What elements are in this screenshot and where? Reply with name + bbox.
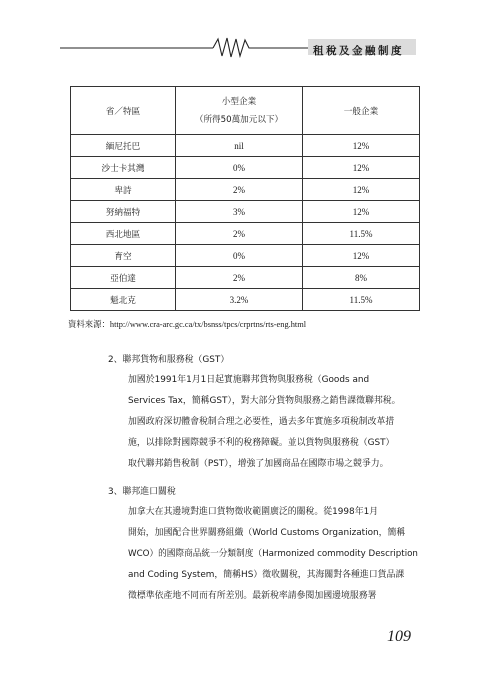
small-rate-cell: 0%: [176, 157, 303, 179]
table-row: [71, 135, 420, 157]
paragraph-line: 開始，加國配合世界關務組織（World Customs Organization，簡稱: [128, 528, 406, 538]
paragraph-line: and Coding System，簡稱HS）徵收關稅，其海關對各種進口貨品課: [128, 570, 405, 580]
province-cell: 沙士卡其灣: [71, 157, 176, 179]
tax-rate-table: [70, 86, 420, 311]
table-row: [71, 179, 420, 201]
paragraph-line: Services Tax，簡稱GST），對大部分貨物與服務之銷售課徵聯邦稅。: [128, 396, 401, 406]
general-rate-cell: 12%: [303, 201, 420, 223]
province-cell: 西北地區: [71, 223, 176, 245]
header-rule-graphic: [0, 34, 480, 64]
small-rate-cell: 0%: [176, 245, 303, 267]
page-number: 109: [387, 628, 411, 645]
section-3-paragraph: [128, 502, 418, 607]
small-rate-cell: nil: [176, 135, 303, 157]
small-rate-cell: 3%: [176, 201, 303, 223]
table-row: [71, 201, 420, 223]
section-3-heading: 3、聯邦進口關稅: [108, 487, 176, 497]
header-province: 省／特區: [71, 87, 176, 135]
small-rate-cell: 2%: [176, 179, 303, 201]
small-rate-cell: 2%: [176, 223, 303, 245]
general-rate-cell: 11.5%: [303, 289, 420, 311]
province-cell: 育空: [71, 245, 176, 267]
header-small-line1: 小型企業: [221, 96, 257, 107]
section-2-heading: 2、聯邦貨物和服務稅（GST）: [108, 355, 230, 365]
paragraph-line: 加拿大在其邊境對進口貨物徵收範圍廣泛的關稅。從1998年1月: [128, 507, 379, 517]
province-cell: 卑詩: [71, 179, 176, 201]
header-general-business: 一般企業: [303, 87, 420, 135]
section-2-paragraph: [128, 370, 418, 475]
paragraph-line: WCO）的國際商品統一分類制度（Harmonized commodity Description: [128, 549, 418, 559]
table-row: [71, 157, 420, 179]
province-cell: 緬尼托巴: [71, 135, 176, 157]
small-rate-cell: 3.2%: [176, 289, 303, 311]
general-rate-cell: 12%: [303, 179, 420, 201]
header-small-business: [176, 87, 303, 135]
province-cell: 魁北克: [71, 289, 176, 311]
table-row: [71, 289, 420, 311]
general-rate-cell: 12%: [303, 157, 420, 179]
table-row: [71, 223, 420, 245]
source-label: 資料來源：: [68, 319, 110, 329]
running-header: [0, 34, 480, 64]
general-rate-cell: 12%: [303, 135, 420, 157]
province-cell: 努納福特: [71, 201, 176, 223]
small-rate-cell: 2%: [176, 267, 303, 289]
general-rate-cell: 12%: [303, 245, 420, 267]
header-title: 租稅及金融制度: [313, 45, 404, 57]
paragraph-line: 取代聯邦銷售稅制（PST），增強了加國商品在國際市場之競爭力。: [128, 459, 389, 469]
source-note: [68, 318, 306, 330]
header-small-line2: （所得50萬加元以下）: [194, 114, 284, 125]
table-row: [71, 267, 420, 289]
general-rate-cell: 11.5%: [303, 223, 420, 245]
paragraph-line: 加國於1991年1月1日起實施聯邦貨物與服務稅（Goods and: [128, 375, 370, 385]
paragraph-line: 徵標準依產地不同而有所差別。最新稅率請參閱加國邊境服務署: [128, 591, 377, 601]
table-header-row: [71, 87, 420, 135]
table-row: [71, 245, 420, 267]
province-cell: 亞伯達: [71, 267, 176, 289]
paragraph-line: 加國政府深切體會稅制合理之必要性，過去多年實施多項稅制改革措: [128, 417, 395, 427]
paragraph-line: 施，以排除對國際競爭不利的稅務障礙。並以貨物與服務稅（GST）: [128, 438, 395, 448]
general-rate-cell: 8%: [303, 267, 420, 289]
source-url: http://www.cra-arc.gc.ca/tx/bsnss/tpcs/crprtns/rts-eng.html: [109, 320, 307, 329]
